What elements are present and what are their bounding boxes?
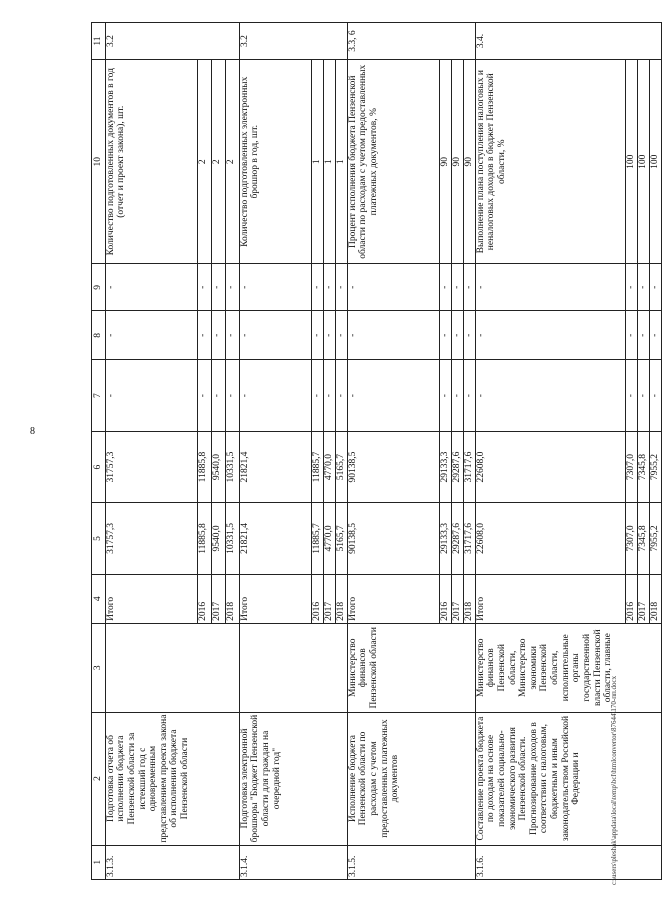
- goal-link: 3.4.: [475, 23, 661, 60]
- year: 2016: [439, 574, 451, 623]
- program-activities-table: [91, 22, 662, 880]
- column-number: 6: [92, 431, 106, 502]
- year-value: 1: [335, 60, 347, 264]
- year-value: 7307,0: [625, 431, 637, 502]
- year-value: 90: [451, 60, 463, 264]
- year-value: 7955,2: [649, 431, 661, 502]
- year-value: -: [311, 264, 323, 311]
- year-value: 11885,7: [311, 431, 323, 502]
- column-number: 3: [92, 623, 106, 712]
- year-value: -: [197, 264, 211, 311]
- total-value: -: [347, 264, 439, 311]
- year-value: -: [225, 360, 239, 431]
- activity-row: [105, 23, 197, 880]
- year: 2017: [211, 574, 225, 623]
- year: 2018: [225, 574, 239, 623]
- year: 2016: [311, 574, 323, 623]
- year-value: 11885,8: [197, 431, 211, 502]
- year-value: -: [463, 311, 475, 360]
- goal-link: 3.2: [105, 23, 239, 60]
- year-value: 2: [197, 60, 211, 264]
- year-value: 90: [439, 60, 451, 264]
- column-number: 11: [92, 23, 106, 60]
- total-label: Итого: [475, 574, 625, 623]
- year-value: -: [637, 264, 649, 311]
- executor: [239, 623, 347, 712]
- total-value: 21821,4: [239, 503, 311, 574]
- year-value: 9540,0: [211, 431, 225, 502]
- executor: Министерство финансов Пензенской области, Министерство экономики Пензенской области, исполнительные органы государственной власти Пензенской области, главные: [475, 623, 661, 712]
- indicator-description: Количество подготовленных электронных брошюр в год, шт.: [239, 60, 311, 264]
- total-value: -: [105, 311, 197, 360]
- total-value: 90138,5: [347, 503, 439, 574]
- year-value: -: [323, 264, 335, 311]
- year-value: 29133,3: [439, 503, 451, 574]
- year: 2016: [197, 574, 211, 623]
- activity-description: Подготовка электронной брошюры "Бюджет Пензенской области для граждан на очередной год": [239, 712, 347, 845]
- total-value: -: [105, 360, 197, 431]
- year-value: -: [311, 360, 323, 431]
- activity-number: 3.1.6.: [475, 845, 661, 879]
- year: 2018: [463, 574, 475, 623]
- column-number: 9: [92, 264, 106, 311]
- year-value: 7345,8: [637, 503, 649, 574]
- activity-description: Подготовка отчета об исполнении бюджета Пензенской области за истекший год с одновременным представлением проекта закона об исполнении бюджета Пензенской области: [105, 712, 239, 845]
- year-value: -: [225, 311, 239, 360]
- total-value: 22608,0: [475, 431, 625, 502]
- year-value: -: [649, 264, 661, 311]
- indicator-description: Процент исполнения бюджета Пензенской области по расходам с учетом предоставленных платежных документов, %: [347, 60, 439, 264]
- executor: [105, 623, 239, 712]
- total-label: Итого: [239, 574, 311, 623]
- year-value: -: [197, 360, 211, 431]
- year-value: -: [211, 311, 225, 360]
- year-value: -: [649, 360, 661, 431]
- year: 2018: [649, 574, 661, 623]
- year-value: -: [311, 311, 323, 360]
- year-value: 7955,2: [649, 503, 661, 574]
- column-number: 4: [92, 574, 106, 623]
- year-value: -: [463, 360, 475, 431]
- year-value: -: [439, 311, 451, 360]
- page-number: 8: [30, 426, 35, 437]
- total-value: 31757,3: [105, 503, 197, 574]
- year-value: 1: [311, 60, 323, 264]
- activity-number: 3.1.3.: [105, 845, 239, 879]
- activity-description: Составление проекта бюджета по доходам на основе показателей социально-экономического развития Пензенской области. Прогнозирование доходов в соответствии с налоговым, бюджетным и иным законодательством Российской Федерации и: [475, 712, 661, 845]
- year: 2017: [451, 574, 463, 623]
- year: 2018: [335, 574, 347, 623]
- total-value: -: [475, 311, 625, 360]
- total-value: -: [239, 311, 311, 360]
- activity-row: [239, 23, 311, 880]
- year-value: 90: [463, 60, 475, 264]
- year-value: 10331,5: [225, 503, 239, 574]
- column-number: 5: [92, 503, 106, 574]
- column-number-row: [92, 23, 106, 880]
- footer-file-path: [610, 675, 630, 905]
- year-value: 1: [323, 60, 335, 264]
- year-value: -: [451, 360, 463, 431]
- year-value: 11885,7: [311, 503, 323, 574]
- year-value: 100: [625, 60, 637, 264]
- year-value: 2: [211, 60, 225, 264]
- total-value: -: [239, 264, 311, 311]
- total-value: 31757,3: [105, 431, 197, 502]
- total-value: -: [347, 360, 439, 431]
- year-value: -: [211, 264, 225, 311]
- year-value: 11885,8: [197, 503, 211, 574]
- year-value: -: [225, 264, 239, 311]
- indicator-description: Количество подготовленных документов в год (отчет и проект закона), шт.: [105, 60, 197, 264]
- year-value: -: [323, 311, 335, 360]
- activity-number: 3.1.4.: [239, 845, 347, 879]
- column-number: 10: [92, 60, 106, 264]
- year: 2016: [625, 574, 637, 623]
- year-value: -: [649, 311, 661, 360]
- column-number: 1: [92, 845, 106, 879]
- year-value: -: [625, 360, 637, 431]
- activity-description: Исполнение бюджета Пензенской области по расходам с учетом предоставленных платежных документов: [347, 712, 475, 845]
- year-value: -: [197, 311, 211, 360]
- total-value: -: [239, 360, 311, 431]
- year-value: -: [335, 360, 347, 431]
- column-number: 7: [92, 360, 106, 431]
- year-value: 7345,8: [637, 431, 649, 502]
- year-value: 4770,0: [323, 431, 335, 502]
- year-value: 7307,0: [625, 503, 637, 574]
- footer-path-text: c:\users\pleshak\appdata\local\temp\bcl\htmlconvertor\87644\170-пп.docx: [610, 675, 618, 885]
- year-value: 9540,0: [211, 503, 225, 574]
- year-value: -: [451, 264, 463, 311]
- activity-row: [475, 23, 625, 880]
- year-value: 4770,0: [323, 503, 335, 574]
- year-value: -: [637, 311, 649, 360]
- indicator-description: Выполнение плана поступления налоговых и неналоговых доходов в бюджет Пензенской области, %: [475, 60, 625, 264]
- executor: Министерство финансов Пензенской области: [347, 623, 475, 712]
- total-value: 21821,4: [239, 431, 311, 502]
- year-value: 31717,6: [463, 503, 475, 574]
- year-value: 31717,6: [463, 431, 475, 502]
- activity-number: 3.1.5.: [347, 845, 475, 879]
- year-value: -: [335, 264, 347, 311]
- total-value: -: [347, 311, 439, 360]
- year-value: 5165,7: [335, 503, 347, 574]
- year-value: -: [463, 264, 475, 311]
- year-value: -: [637, 360, 649, 431]
- year-value: -: [335, 311, 347, 360]
- year-value: 100: [637, 60, 649, 264]
- activity-row: [347, 23, 439, 880]
- year-value: 29287,6: [451, 431, 463, 502]
- year: 2017: [637, 574, 649, 623]
- goal-link: 3.2: [239, 23, 347, 60]
- year-value: -: [211, 360, 225, 431]
- total-value: 90138,5: [347, 431, 439, 502]
- total-value: -: [105, 264, 197, 311]
- total-label: Итого: [105, 574, 197, 623]
- column-number: 8: [92, 311, 106, 360]
- goal-link: 3.3, 6: [347, 23, 475, 60]
- year-value: -: [625, 264, 637, 311]
- year-value: 5165,7: [335, 431, 347, 502]
- year-value: -: [451, 311, 463, 360]
- year-value: -: [625, 311, 637, 360]
- year-value: 29287,6: [451, 503, 463, 574]
- year-value: -: [439, 360, 451, 431]
- total-value: -: [475, 264, 625, 311]
- year-value: -: [323, 360, 335, 431]
- year-value: -: [439, 264, 451, 311]
- year-value: 100: [649, 60, 661, 264]
- column-number: 2: [92, 712, 106, 845]
- total-label: Итого: [347, 574, 439, 623]
- year-value: 29133,3: [439, 431, 451, 502]
- year-value: 2: [225, 60, 239, 264]
- total-value: 22608,0: [475, 503, 625, 574]
- year-value: 10331,5: [225, 431, 239, 502]
- year: 2017: [323, 574, 335, 623]
- total-value: -: [475, 360, 625, 431]
